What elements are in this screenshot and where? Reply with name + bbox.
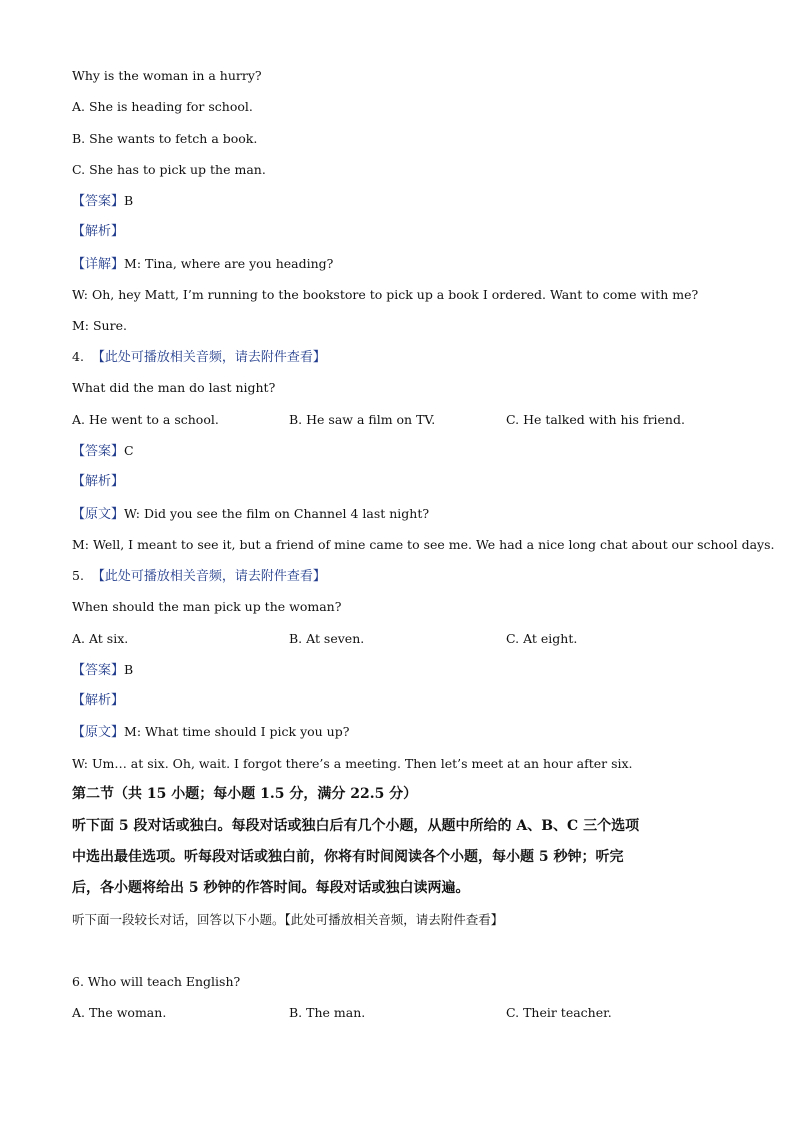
detail-text: M: Tina, where are you heading? (124, 256, 334, 271)
q4-option-c: C. He talked with his friend. (506, 412, 685, 427)
original-text: M: What time should I pick you up? (124, 724, 350, 739)
q3-dialogue-line: W: Oh, hey Matt, I’m running to the bookstore to pick up a book I ordered. Want to come with me? (72, 287, 699, 302)
q3-option-a: A. She is heading for school. (72, 99, 253, 114)
section-listen-note[interactable]: 听下面一段较长对话，回答以下小题。【此处可播放相关音频，请去附件查看】 (72, 912, 504, 927)
original-label: 【原文】 (72, 507, 125, 522)
q5-analysis-label: 【解析】 (72, 693, 125, 708)
section-instruction-line: 中选出最佳选项。听每段对话或独白前，你将有时间阅读各个小题，每小题 5 秒钟；听完 (72, 849, 624, 865)
q3-option-c: C. She has to pick up the man. (72, 162, 266, 177)
original-text: W: Did you see the film on Channel 4 last night? (124, 506, 430, 521)
q5-option-b: B. At seven. (289, 631, 365, 646)
q5-dialogue-line: W: Um… at six. Oh, wait. I forgot there’s a meeting. Then let’s meet at an hour after six. (72, 756, 633, 771)
q5-header (72, 568, 326, 585)
q4-answer (72, 443, 134, 460)
q3-analysis-label: 【解析】 (72, 224, 125, 239)
q5-answer (72, 662, 133, 679)
q5-original (72, 724, 349, 741)
q3-option-b: B. She wants to fetch a book. (72, 131, 258, 146)
answer-value: C (124, 443, 134, 458)
section-instruction-line: 后，各小题将给出 5 秒钟的作答时间。每段对话或独白读两遍。 (72, 880, 470, 896)
answer-label: 【答案】 (72, 444, 125, 459)
q4-dialogue-line: M: Well, I meant to see it, but a friend of mine came to see me. We had a nice long chat about our school days. (72, 537, 775, 552)
q4-question: What did the man do last night? (72, 380, 276, 395)
q6-option-a: A. The woman. (72, 1005, 167, 1020)
answer-label: 【答案】 (72, 194, 125, 209)
q6-option-b: B. The man. (289, 1005, 366, 1020)
q4-number: 4. (72, 349, 84, 364)
q3-detail (72, 256, 333, 273)
section-instruction-line: 听下面 5 段对话或独白。每段对话或独白后有几个小题，从题中所给的 A、B、C 三个选项 (72, 818, 640, 834)
section-heading: 第二节（共 15 小题；每小题 1.5 分，满分 22.5 分） (72, 786, 418, 802)
q4-option-a: A. He went to a school. (72, 412, 219, 427)
q6-option-c: C. Their teacher. (506, 1005, 612, 1020)
q3-answer (72, 193, 133, 210)
q5-audio-note[interactable]: 【此处可播放相关音频，请去附件查看】 (91, 569, 326, 584)
q4-header (72, 349, 326, 366)
detail-label: 【详解】 (72, 257, 125, 272)
answer-value: B (124, 662, 134, 677)
q5-question: When should the man pick up the woman? (72, 599, 342, 614)
q4-audio-note[interactable]: 【此处可播放相关音频，请去附件查看】 (91, 350, 326, 365)
q5-option-c: C. At eight. (506, 631, 578, 646)
q5-option-a: A. At six. (72, 631, 129, 646)
original-label: 【原文】 (72, 725, 125, 740)
q4-original (72, 506, 429, 523)
q5-number: 5. (72, 568, 84, 583)
q6-question: 6. Who will teach English? (72, 974, 241, 989)
answer-value: B (124, 193, 134, 208)
q3-dialogue-line: M: Sure. (72, 318, 127, 333)
q4-option-b: B. He saw a film on TV. (289, 412, 436, 427)
q4-analysis-label: 【解析】 (72, 474, 125, 489)
answer-label: 【答案】 (72, 663, 125, 678)
q3-question: Why is the woman in a hurry? (72, 68, 262, 83)
